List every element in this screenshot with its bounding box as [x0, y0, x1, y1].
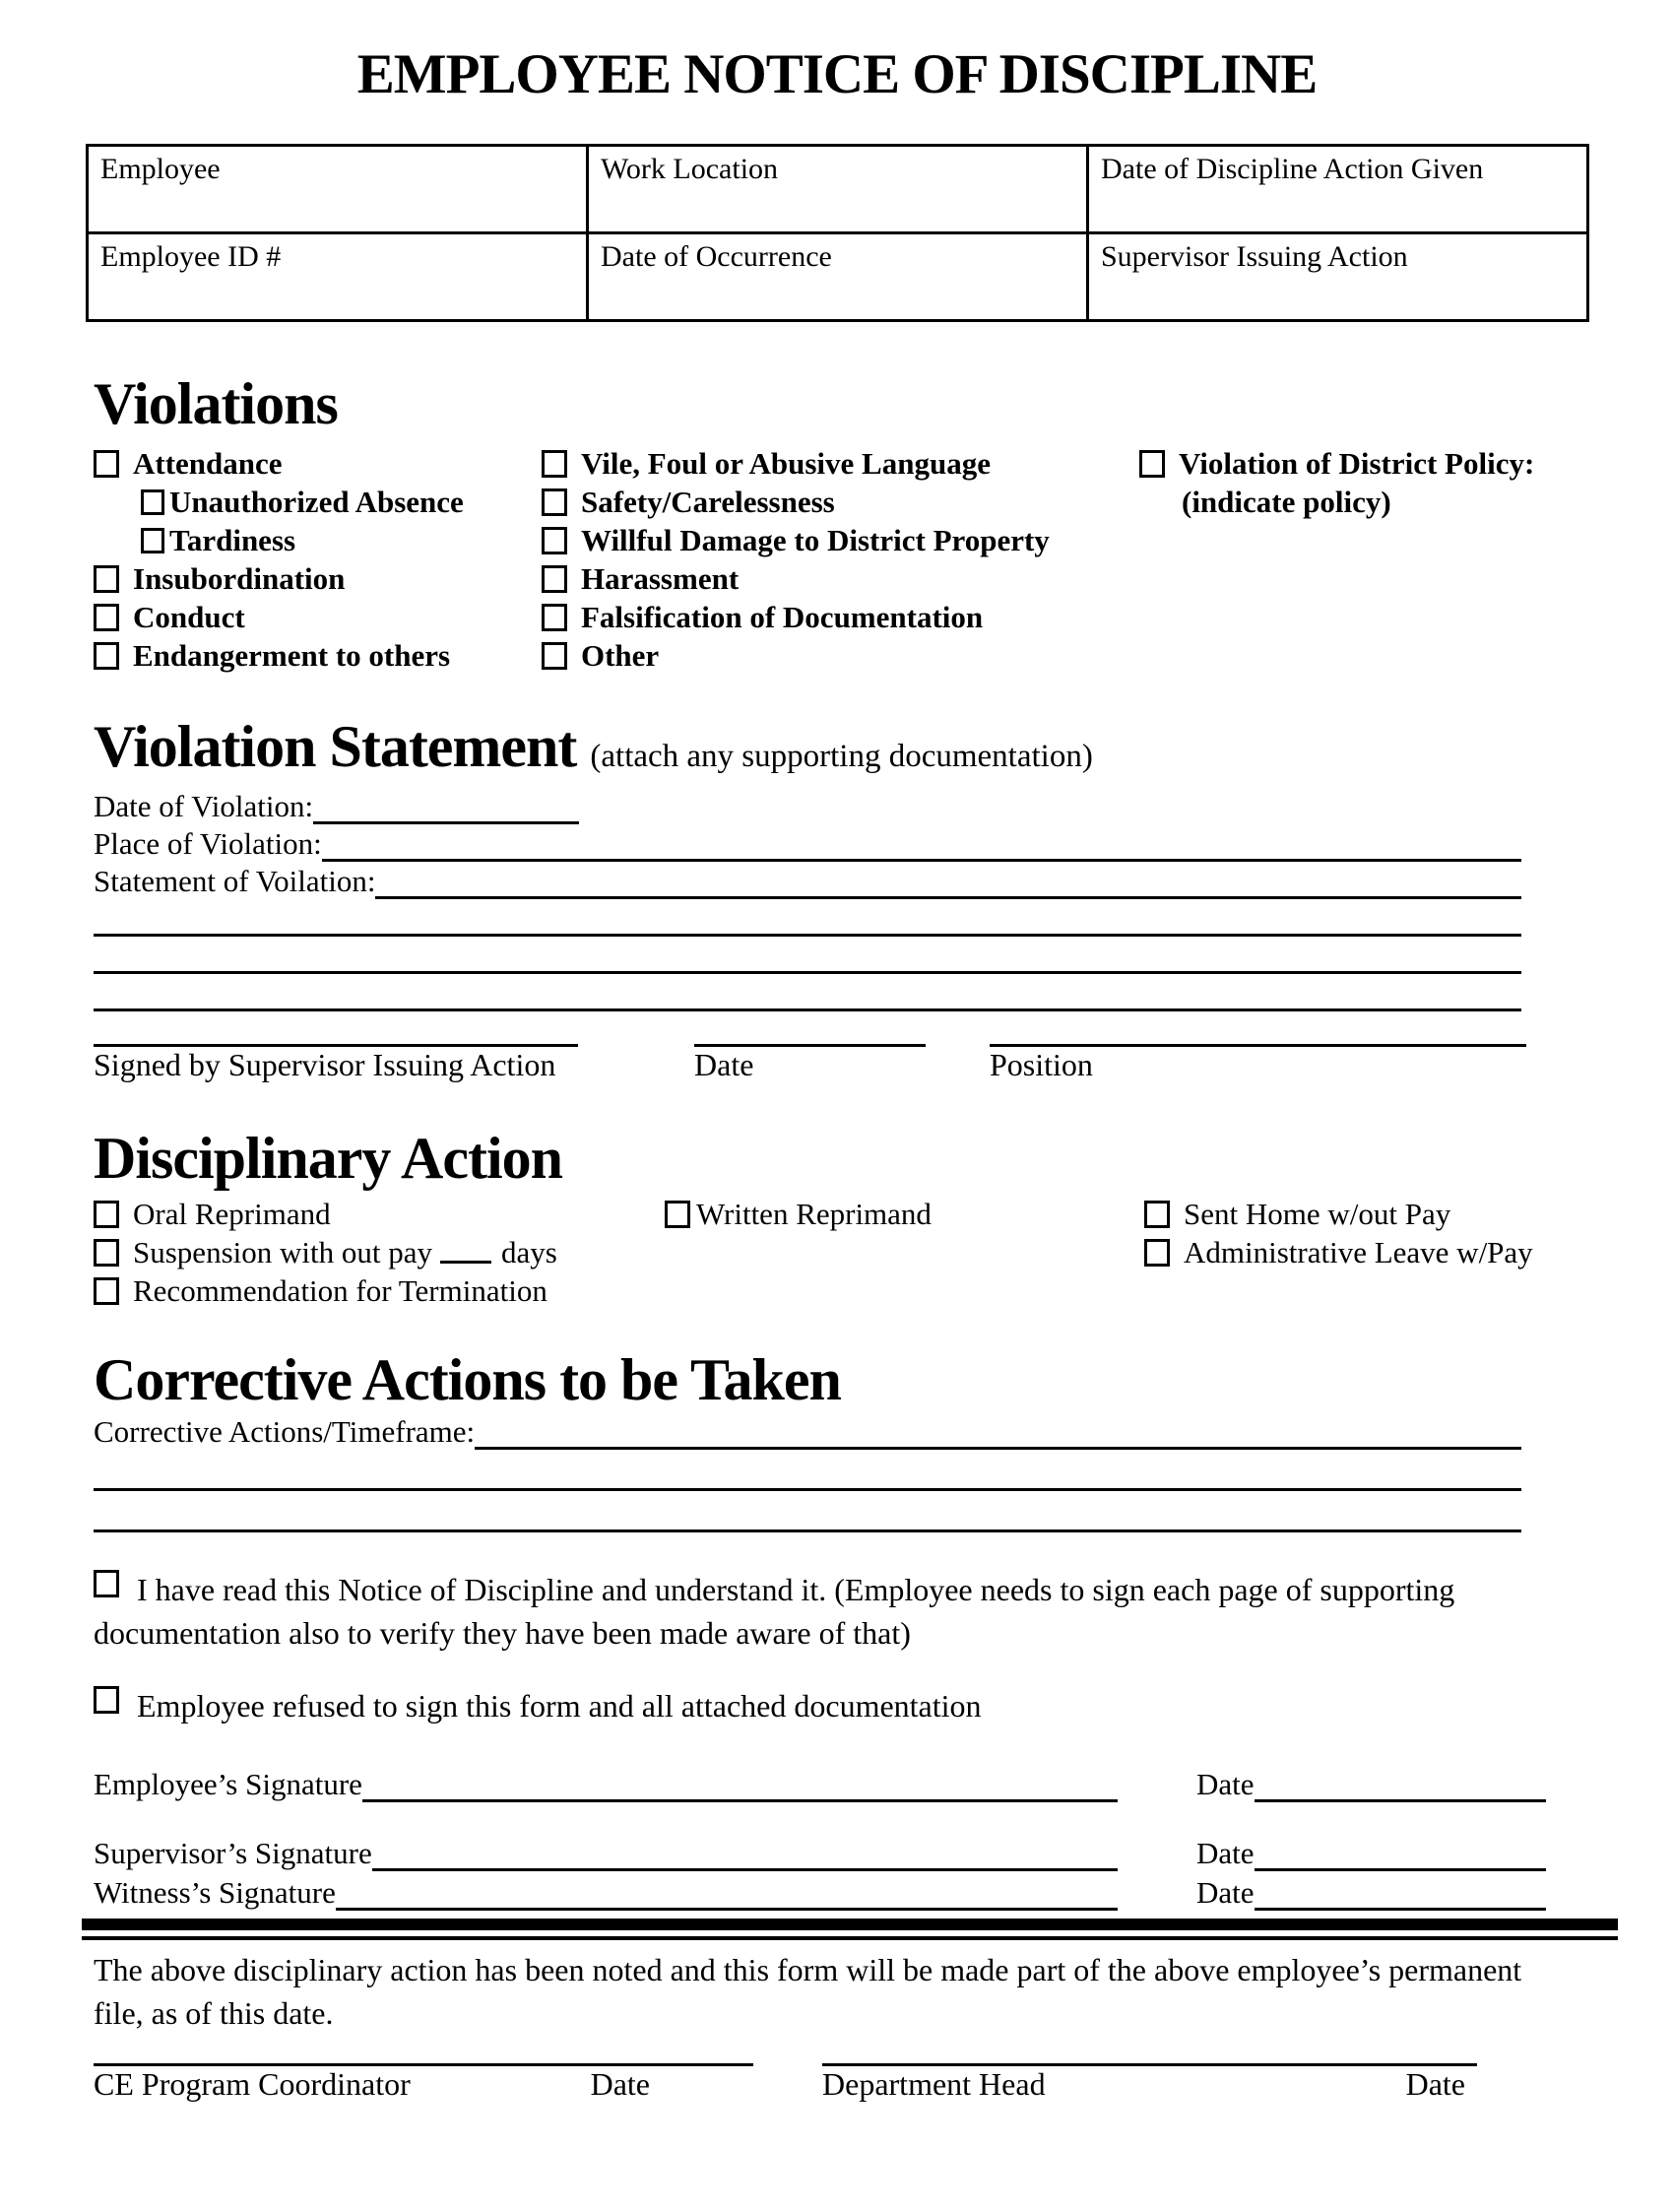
- corrective-timeframe-row: [94, 1410, 1521, 1450]
- employee-date-line[interactable]: [1255, 1763, 1546, 1802]
- falsification-checkbox[interactable]: [542, 604, 567, 631]
- violation-option-label: Endangerment to others: [133, 637, 451, 673]
- spacer: [753, 2039, 822, 2114]
- place-of-violation-label: Place of Violation:: [94, 826, 322, 861]
- tardiness-checkbox[interactable]: [141, 528, 164, 553]
- read-acknowledgement-text: I have read this Notice of Discipline and understand it. (Employee needs to sign each page of supporting documentation also to verify they have been made aware of that): [94, 1572, 1455, 1651]
- action-option-label: Written Reprimand: [696, 1196, 932, 1231]
- place-of-violation-row: [94, 824, 1521, 862]
- action-option-termination: [94, 1271, 665, 1310]
- violation-statement-heading-text: Violation Statement: [94, 714, 577, 779]
- statement-blank-line[interactable]: [94, 974, 1521, 1011]
- action-option-suspension: [94, 1233, 665, 1271]
- oral-reprimand-checkbox[interactable]: [94, 1201, 119, 1228]
- violation-option-insubordination: [94, 559, 542, 598]
- date-of-violation-line[interactable]: [313, 787, 579, 824]
- supervisor-date-line[interactable]: [694, 1011, 926, 1047]
- coordinator-label: CE Program Coordinator: [94, 2066, 411, 2102]
- date-label: Date: [1196, 1875, 1255, 1910]
- corrective-timeframe-label: Corrective Actions/Timeframe:: [94, 1414, 476, 1449]
- action-option-label: Suspension with out pay: [133, 1234, 432, 1269]
- attach-documentation-note: (attach any supporting documentation): [590, 739, 1093, 774]
- date-label: Date: [1405, 2066, 1465, 2102]
- witness-date-group: [1196, 1871, 1546, 1911]
- supervisor-date-group: [1196, 1832, 1546, 1871]
- violations-heading: Violations: [94, 371, 338, 436]
- read-acknowledgement-checkbox[interactable]: [94, 1570, 119, 1597]
- date-of-violation-label: Date of Violation:: [94, 789, 314, 823]
- violations-column-2: [542, 444, 1139, 675]
- statement-of-violation-label: Statement of Voilation:: [94, 864, 376, 898]
- page-title: EMPLOYEE NOTICE OF DISCIPLINE: [356, 43, 1318, 105]
- section-divider: [82, 1919, 1618, 1940]
- action-option-oral-reprimand: [94, 1195, 665, 1233]
- spacer: [578, 1011, 694, 1047]
- employee-date-group: [1196, 1763, 1546, 1802]
- position-label: Position: [990, 1047, 1093, 1082]
- coordinator-signature-line[interactable]: [94, 2039, 753, 2066]
- statement-blank-line[interactable]: [94, 937, 1521, 974]
- discipline-form-page: [0, 45, 1674, 2212]
- table-row: [88, 233, 1588, 321]
- endangerment-checkbox[interactable]: [94, 642, 119, 670]
- corrective-blank-line[interactable]: [94, 1450, 1521, 1491]
- violation-option-label: Harassment: [581, 560, 740, 596]
- supervisor-position-line[interactable]: [990, 1011, 1526, 1047]
- employee-info-table: [86, 144, 1589, 322]
- termination-checkbox[interactable]: [94, 1277, 119, 1305]
- table-row: [88, 146, 1588, 233]
- unauthorized-absence-checkbox[interactable]: [141, 489, 164, 515]
- violation-option-label: Insubordination: [133, 560, 346, 596]
- violation-option-attendance: [94, 444, 542, 483]
- supervisor-signature-group: [94, 1832, 1118, 1871]
- violations-column-3: [1139, 444, 1546, 675]
- violation-option-label: Willful Damage to District Property: [581, 522, 1050, 557]
- violation-option-label: Unauthorized Absence: [169, 484, 464, 519]
- supervisor-signature-line[interactable]: [372, 1832, 1118, 1871]
- date-label: Date: [1196, 1836, 1255, 1870]
- department-head-signature-group: [822, 2039, 1477, 2114]
- discipline-date-field[interactable]: Date of Discipline Action Given: [1088, 146, 1588, 233]
- witness-signature-label: Witness’s Signature: [94, 1875, 336, 1910]
- violation-option-label: Safety/Carelessness: [581, 484, 835, 519]
- refused-to-sign-row: [94, 1684, 1531, 1727]
- violation-option-label: Conduct: [133, 599, 245, 634]
- conduct-checkbox[interactable]: [94, 604, 119, 631]
- date-label: Date: [590, 2066, 650, 2102]
- witness-signature-group: [94, 1871, 1118, 1911]
- disciplinary-action-heading: Disciplinary Action: [94, 1126, 563, 1191]
- violation-option-conduct: [94, 598, 542, 636]
- disciplinary-column-2: [665, 1195, 1144, 1310]
- supervisor-signature-row: [94, 1832, 1546, 1871]
- admin-leave-checkbox[interactable]: [1144, 1239, 1170, 1267]
- witness-signature-line[interactable]: [336, 1871, 1118, 1911]
- suspension-days-label: days: [500, 1234, 557, 1269]
- department-head-labels: [822, 2066, 1477, 2114]
- coordinator-signature-group: [94, 2039, 753, 2114]
- violation-option-label: Other: [581, 637, 660, 673]
- employee-id-field[interactable]: Employee ID #: [88, 233, 588, 321]
- supervisor-signature-label: Supervisor’s Signature: [94, 1836, 372, 1870]
- date-of-violation-row: [94, 787, 1521, 824]
- violation-option-endangerment: [94, 636, 542, 675]
- signed-by-supervisor-label: Signed by Supervisor Issuing Action: [94, 1047, 556, 1082]
- action-option-label: Administrative Leave w/Pay: [1184, 1234, 1533, 1269]
- spacer: [926, 1011, 990, 1047]
- date-label: Date: [694, 1047, 754, 1082]
- violation-option-label: Tardiness: [169, 522, 296, 557]
- willful-damage-checkbox[interactable]: [542, 527, 567, 554]
- violations-column-1: [94, 444, 542, 675]
- action-option-label: Recommendation for Termination: [133, 1272, 547, 1308]
- violation-option-abusive-language: [542, 444, 1139, 483]
- abusive-language-checkbox[interactable]: [542, 450, 567, 478]
- footer-signature-row: [94, 2039, 1546, 2114]
- violation-option-label: Violation of District Policy:: [1179, 445, 1535, 481]
- witness-signature-row: [94, 1871, 1546, 1911]
- violation-option-label: Falsification of Documentation: [581, 599, 984, 634]
- employee-signature-label: Employee’s Signature: [94, 1767, 362, 1801]
- district-policy-checkbox[interactable]: [1139, 450, 1165, 478]
- employee-signature-row: [94, 1763, 1546, 1802]
- violation-option-label: Attendance: [133, 445, 283, 481]
- suspension-checkbox[interactable]: [94, 1239, 119, 1267]
- violation-option-safety-carelessness: [542, 483, 1139, 521]
- corrective-actions-heading: Corrective Actions to be Taken: [94, 1347, 841, 1412]
- permanent-file-note: The above disciplinary action has been noted and this form will be made part of the above employee’s permanent file, as of this date.: [94, 1952, 1522, 2031]
- witness-date-line[interactable]: [1255, 1871, 1546, 1911]
- written-reprimand-checkbox[interactable]: [665, 1201, 690, 1228]
- sent-home-checkbox[interactable]: [1144, 1201, 1170, 1228]
- department-head-signature-line[interactable]: [822, 2039, 1477, 2066]
- attendance-checkbox[interactable]: [94, 450, 119, 478]
- action-option-written-reprimand: [665, 1195, 1144, 1233]
- employee-signature-line[interactable]: [362, 1763, 1118, 1802]
- supervisor-date-line[interactable]: [1255, 1832, 1546, 1871]
- action-option-sent-home: [1144, 1195, 1546, 1233]
- disciplinary-grid: [94, 1195, 1546, 1310]
- employee-signature-group: [94, 1763, 1118, 1802]
- action-option-admin-leave: [1144, 1233, 1546, 1271]
- refused-to-sign-checkbox[interactable]: [94, 1686, 119, 1714]
- employee-field[interactable]: Employee: [88, 146, 588, 233]
- violation-option-willful-damage: [542, 521, 1139, 559]
- indicate-policy-note: (indicate policy): [1182, 485, 1391, 519]
- statement-of-violation-row: [94, 862, 1521, 899]
- other-checkbox[interactable]: [542, 642, 567, 670]
- occurrence-date-field[interactable]: Date of Occurrence: [588, 233, 1088, 321]
- harassment-checkbox[interactable]: [542, 565, 567, 593]
- violation-option-falsification: [542, 598, 1139, 636]
- insubordination-checkbox[interactable]: [94, 565, 119, 593]
- disciplinary-column-1: [94, 1195, 665, 1310]
- supervisor-field[interactable]: Supervisor Issuing Action: [1088, 233, 1588, 321]
- suspension-days-line[interactable]: [440, 1238, 491, 1264]
- violations-grid: [94, 444, 1546, 675]
- safety-carelessness-checkbox[interactable]: [542, 488, 567, 516]
- statement-of-violation-line[interactable]: [375, 862, 1521, 899]
- statement-blank-line[interactable]: [94, 899, 1521, 937]
- disciplinary-column-3: [1144, 1195, 1546, 1310]
- coordinator-labels: [94, 2066, 753, 2114]
- action-option-label: Sent Home w/out Pay: [1184, 1196, 1451, 1231]
- read-acknowledgement-row: [94, 1568, 1531, 1655]
- violation-option-district-policy: [1139, 444, 1546, 483]
- corrective-timeframe-line[interactable]: [475, 1410, 1521, 1450]
- refused-to-sign-text: Employee refused to sign this form and all attached documentation: [137, 1688, 982, 1724]
- violation-option-label: Vile, Foul or Abusive Language: [581, 445, 991, 481]
- violation-option-unauthorized-absence: [141, 483, 542, 521]
- date-label: Date: [1196, 1767, 1255, 1801]
- supervisor-sign-lines: [94, 1011, 1546, 1047]
- form-body: [94, 373, 1546, 2114]
- department-head-label: Department Head: [822, 2066, 1046, 2102]
- violation-option-harassment: [542, 559, 1139, 598]
- violation-option-tardiness: [141, 521, 542, 559]
- supervisor-sign-labels: [94, 1047, 1546, 1092]
- work-location-field[interactable]: Work Location: [588, 146, 1088, 233]
- action-option-label: Oral Reprimand: [133, 1196, 331, 1231]
- violation-statement-heading: [94, 716, 1546, 787]
- place-of-violation-line[interactable]: [322, 824, 1521, 862]
- violation-option-other: [542, 636, 1139, 675]
- corrective-blank-line[interactable]: [94, 1491, 1521, 1532]
- supervisor-signature-line[interactable]: [94, 1011, 578, 1047]
